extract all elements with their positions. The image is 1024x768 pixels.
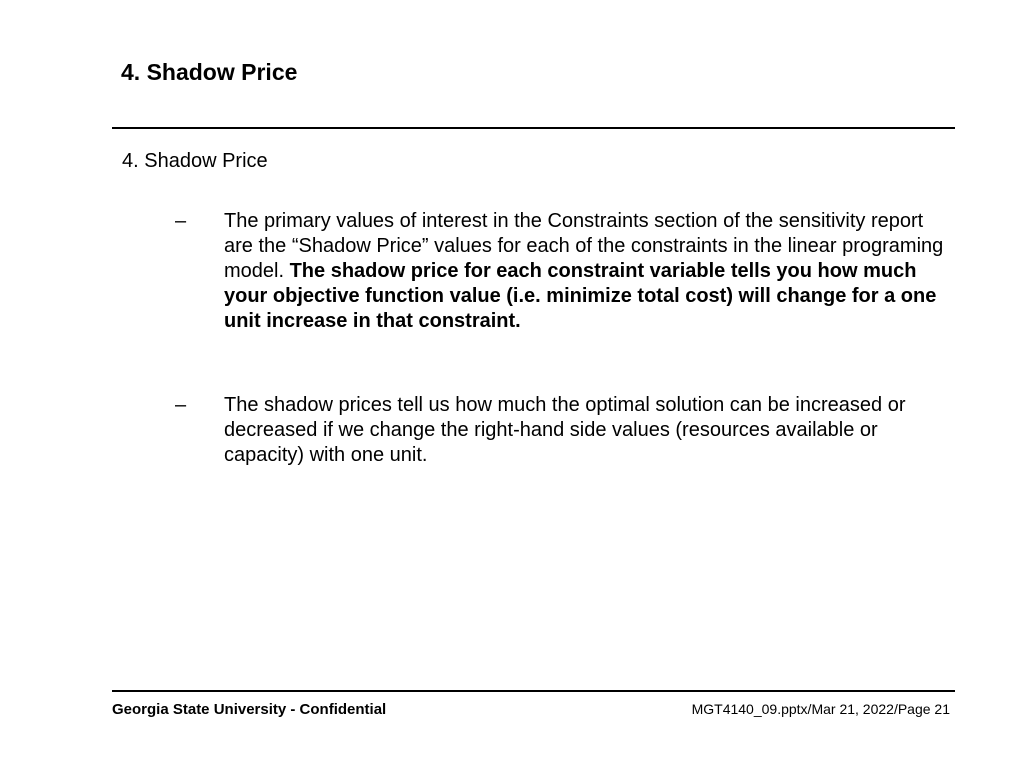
- footer-page-info: MGT4140_09.pptx/Mar 21, 2022/Page 21: [691, 701, 950, 717]
- bullet-dash: –: [175, 210, 187, 232]
- footer-organization: Georgia State University - Confidential: [112, 701, 387, 718]
- bullet-dash: –: [175, 394, 187, 416]
- bullet-item: [175, 209, 945, 334]
- slide-title: 4. Shadow Price: [121, 59, 298, 85]
- bullet-text: [224, 209, 945, 334]
- bullet-regular-text: The shadow prices tell us how much the optimal solution can be increased or decreased if we change the right-hand side values (resources available or capacity) with one unit.: [224, 394, 906, 466]
- bullet-regular-text: The primary values of interest in the Constraints section of the sensitivity report are the “Shadow Price” values for each of the constraints in the linear programing model.: [224, 210, 944, 282]
- bullet-bold-text: The shadow price for each constraint variable tells you how much your objective function value (i.e. minimize total cost) will change for a one unit increase in that constraint.: [224, 260, 937, 332]
- title-divider: [112, 127, 955, 129]
- bullet-text: [224, 393, 945, 468]
- footer-divider: [112, 690, 955, 692]
- section-heading: 4. Shadow Price: [122, 150, 268, 172]
- bullet-item: [175, 393, 945, 468]
